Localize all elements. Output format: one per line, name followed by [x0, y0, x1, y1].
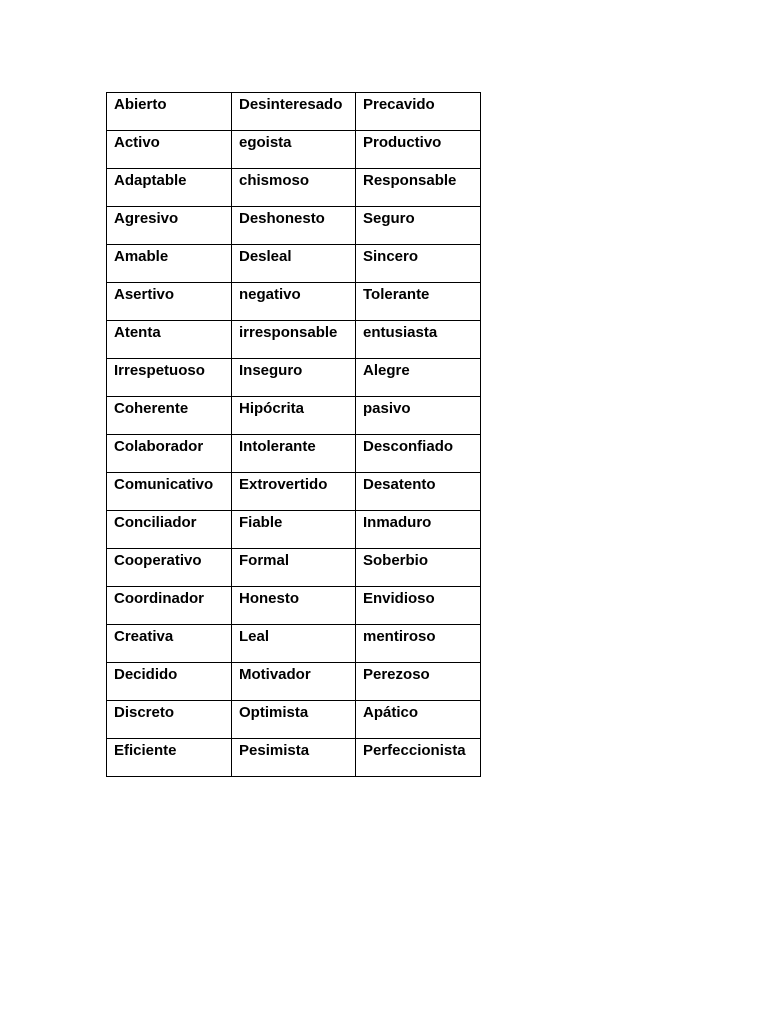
- word-table-body: [107, 93, 481, 777]
- table-cell: Sincero: [356, 245, 481, 283]
- table-cell: Desleal: [232, 245, 356, 283]
- table-row: [107, 549, 481, 587]
- table-cell: negativo: [232, 283, 356, 321]
- table-cell: Seguro: [356, 207, 481, 245]
- table-row: [107, 435, 481, 473]
- table-cell: Hipócrita: [232, 397, 356, 435]
- table-row: [107, 397, 481, 435]
- table-row: [107, 93, 481, 131]
- table-cell: pasivo: [356, 397, 481, 435]
- table-cell: Perezoso: [356, 663, 481, 701]
- table-cell: Leal: [232, 625, 356, 663]
- table-cell: Conciliador: [107, 511, 232, 549]
- table-row: [107, 283, 481, 321]
- table-row: [107, 169, 481, 207]
- table-cell: Motivador: [232, 663, 356, 701]
- table-cell: Adaptable: [107, 169, 232, 207]
- table-cell: Cooperativo: [107, 549, 232, 587]
- table-cell: Desatento: [356, 473, 481, 511]
- table-cell: Pesimista: [232, 739, 356, 777]
- table-cell: Decidido: [107, 663, 232, 701]
- table-cell: Activo: [107, 131, 232, 169]
- table-cell: Perfeccionista: [356, 739, 481, 777]
- table-row: [107, 473, 481, 511]
- table-cell: Precavido: [356, 93, 481, 131]
- table-cell: Agresivo: [107, 207, 232, 245]
- table-cell: Apático: [356, 701, 481, 739]
- table-cell: Inseguro: [232, 359, 356, 397]
- table-cell: Asertivo: [107, 283, 232, 321]
- table-cell: Colaborador: [107, 435, 232, 473]
- table-cell: Desconfiado: [356, 435, 481, 473]
- word-table: [106, 92, 481, 777]
- table-cell: Tolerante: [356, 283, 481, 321]
- table-cell: entusiasta: [356, 321, 481, 359]
- table-cell: Amable: [107, 245, 232, 283]
- table-row: [107, 359, 481, 397]
- table-cell: Soberbio: [356, 549, 481, 587]
- table-row: [107, 587, 481, 625]
- table-cell: Atenta: [107, 321, 232, 359]
- table-cell: Coordinador: [107, 587, 232, 625]
- table-row: [107, 739, 481, 777]
- table-cell: Honesto: [232, 587, 356, 625]
- table-cell: Envidioso: [356, 587, 481, 625]
- table-row: [107, 625, 481, 663]
- table-cell: Discreto: [107, 701, 232, 739]
- table-cell: Comunicativo: [107, 473, 232, 511]
- table-cell: Formal: [232, 549, 356, 587]
- table-cell: Deshonesto: [232, 207, 356, 245]
- table-cell: Alegre: [356, 359, 481, 397]
- table-cell: Intolerante: [232, 435, 356, 473]
- table-row: [107, 245, 481, 283]
- table-cell: Productivo: [356, 131, 481, 169]
- table-cell: Extrovertido: [232, 473, 356, 511]
- table-row: [107, 701, 481, 739]
- table-row: [107, 321, 481, 359]
- table-row: [107, 663, 481, 701]
- table-cell: mentiroso: [356, 625, 481, 663]
- table-cell: chismoso: [232, 169, 356, 207]
- table-cell: Irrespetuoso: [107, 359, 232, 397]
- table-cell: Abierto: [107, 93, 232, 131]
- table-cell: egoista: [232, 131, 356, 169]
- table-cell: Inmaduro: [356, 511, 481, 549]
- table-cell: Optimista: [232, 701, 356, 739]
- table-cell: Creativa: [107, 625, 232, 663]
- table-cell: Fiable: [232, 511, 356, 549]
- table-row: [107, 131, 481, 169]
- table-cell: Eficiente: [107, 739, 232, 777]
- table-cell: irresponsable: [232, 321, 356, 359]
- table-row: [107, 511, 481, 549]
- table-row: [107, 207, 481, 245]
- table-cell: Coherente: [107, 397, 232, 435]
- table-cell: Responsable: [356, 169, 481, 207]
- table-cell: Desinteresado: [232, 93, 356, 131]
